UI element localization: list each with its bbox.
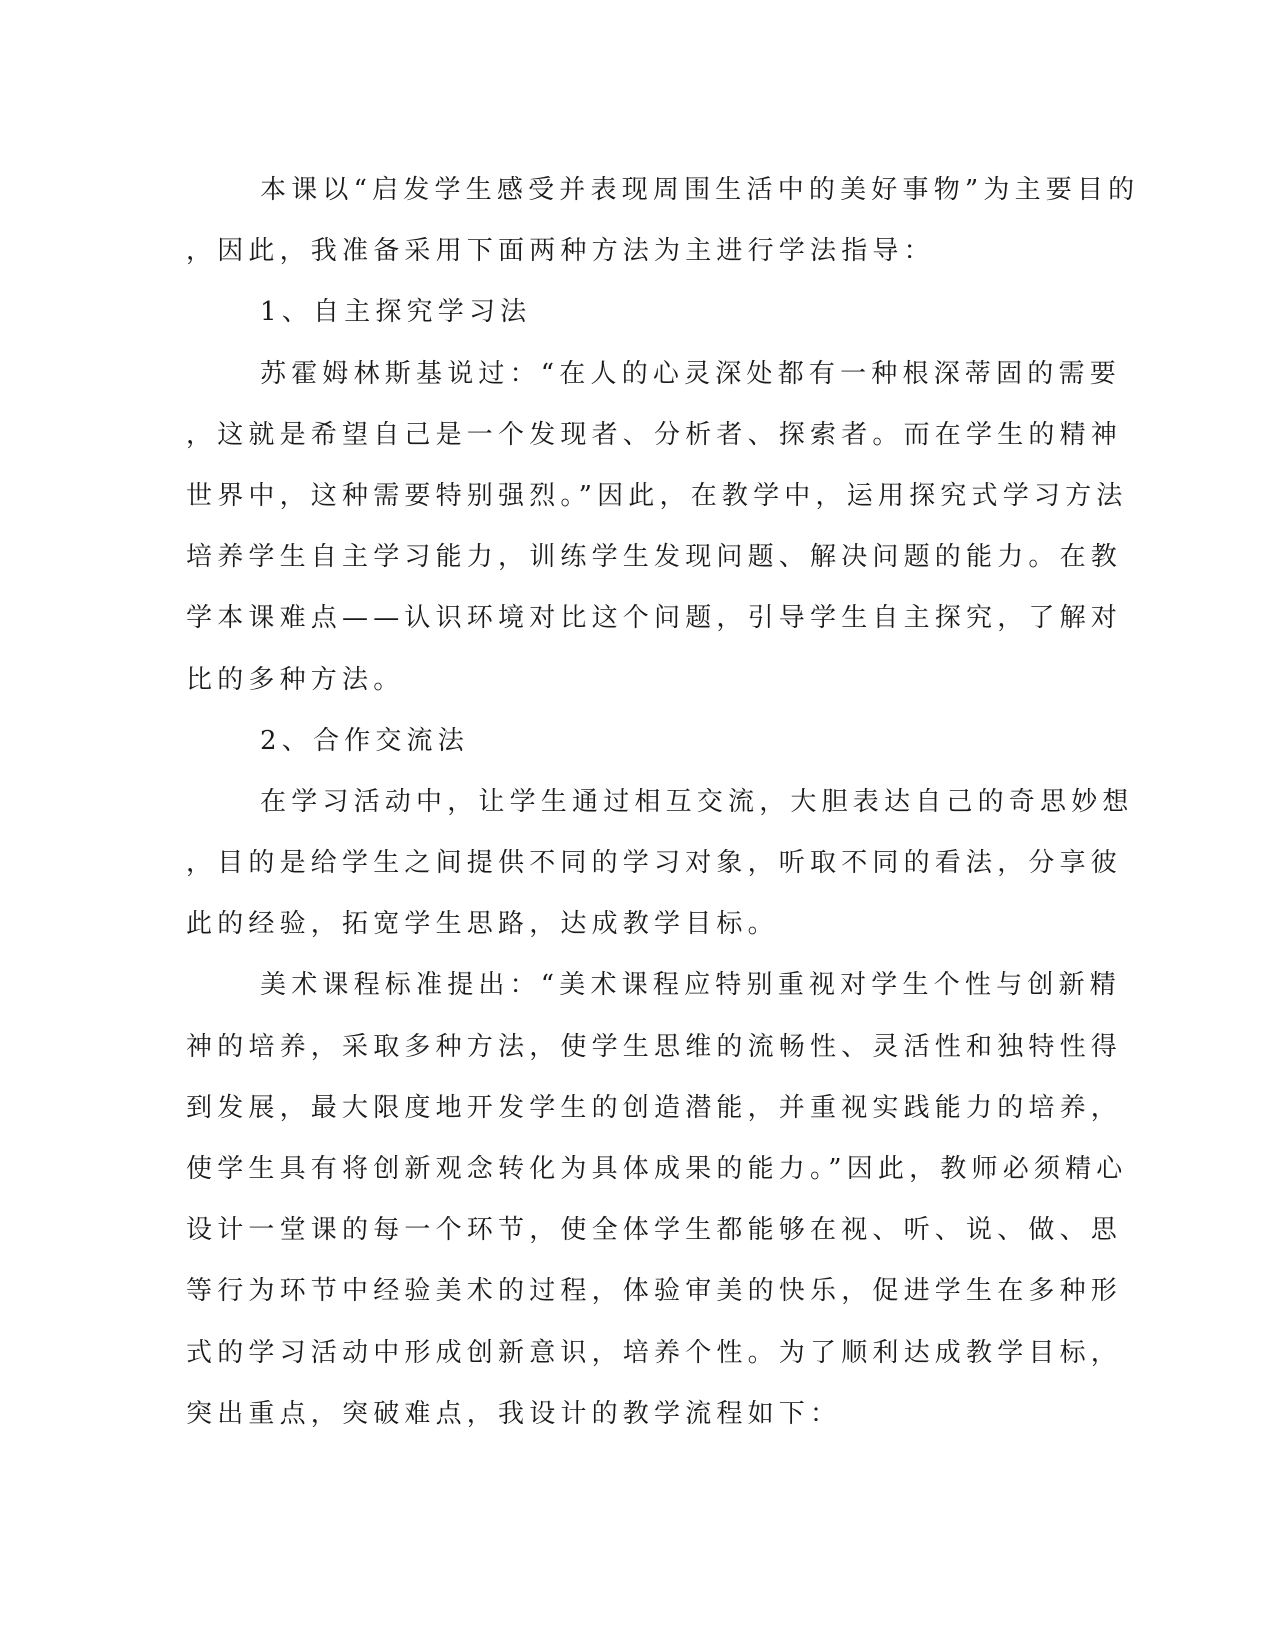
section-heading-1: 1、自主探究学习法 bbox=[260, 297, 532, 328]
paragraph-standard-line-1: 美术课程标准提出：“美术课程应特别重视对学生个性与创新精 bbox=[260, 970, 1121, 1001]
paragraph-inquiry-line-2: ，这就是希望自己是一个发现者、分析者、探索者。而在学生的精神 bbox=[186, 419, 1123, 450]
paragraph-cooperation-line-3: 此的经验，拓宽学生思路，达成教学目标。 bbox=[186, 909, 779, 940]
paragraph-cooperation-line-1: 在学习活动中，让学生通过相互交流，大胆表达自己的奇思妙想 bbox=[260, 786, 1134, 817]
paragraph-standard-line-5: 设计一堂课的每一个环节，使全体学生都能够在视、听、说、做、思 bbox=[186, 1215, 1123, 1246]
paragraph-inquiry-line-5: 学本课难点——认识环境对比这个问题，引导学生自主探究，了解对 bbox=[186, 603, 1123, 634]
paragraph-intro-line-2: ，因此，我准备采用下面两种方法为主进行学法指导： bbox=[186, 236, 935, 267]
document-body bbox=[186, 160, 1140, 1445]
paragraph-inquiry-line-1: 苏霍姆林斯基说过：“在人的心灵深处都有一种根深蒂固的需要 bbox=[260, 358, 1121, 389]
paragraph-inquiry-line-4: 培养学生自主学习能力，训练学生发现问题、解决问题的能力。在教 bbox=[186, 542, 1123, 573]
section-heading-2: 2、合作交流法 bbox=[260, 725, 469, 756]
paragraph-standard-line-8: 突出重点，突破难点，我设计的教学流程如下： bbox=[186, 1398, 842, 1429]
paragraph-standard-line-3: 到发展，最大限度地开发学生的创造潜能，并重视实践能力的培养， bbox=[186, 1092, 1123, 1123]
paragraph-cooperation-line-2: ，目的是给学生之间提供不同的学习对象，听取不同的看法，分享彼 bbox=[186, 848, 1123, 879]
paragraph-inquiry-line-3: 世界中，这种需要特别强烈。”因此，在教学中，运用探究式学习方法 bbox=[186, 480, 1128, 511]
paragraph-inquiry-line-6: 比的多种方法。 bbox=[186, 664, 405, 695]
paragraph-standard-line-6: 等行为环节中经验美术的过程，体验审美的快乐，促进学生在多种形 bbox=[186, 1276, 1123, 1307]
paragraph-standard-line-2: 神的培养，采取多种方法，使学生思维的流畅性、灵活性和独特性得 bbox=[186, 1031, 1123, 1062]
paragraph-standard-line-7: 式的学习活动中形成创新意识，培养个性。为了顺利达成教学目标， bbox=[186, 1337, 1123, 1368]
paragraph-intro-line-1: 本课以“启发学生感受并表现周围生活中的美好事物”为主要目的 bbox=[260, 175, 1140, 205]
paragraph-standard-line-4: 使学生具有将创新观念转化为具体成果的能力。”因此，教师必须精心 bbox=[186, 1154, 1128, 1184]
